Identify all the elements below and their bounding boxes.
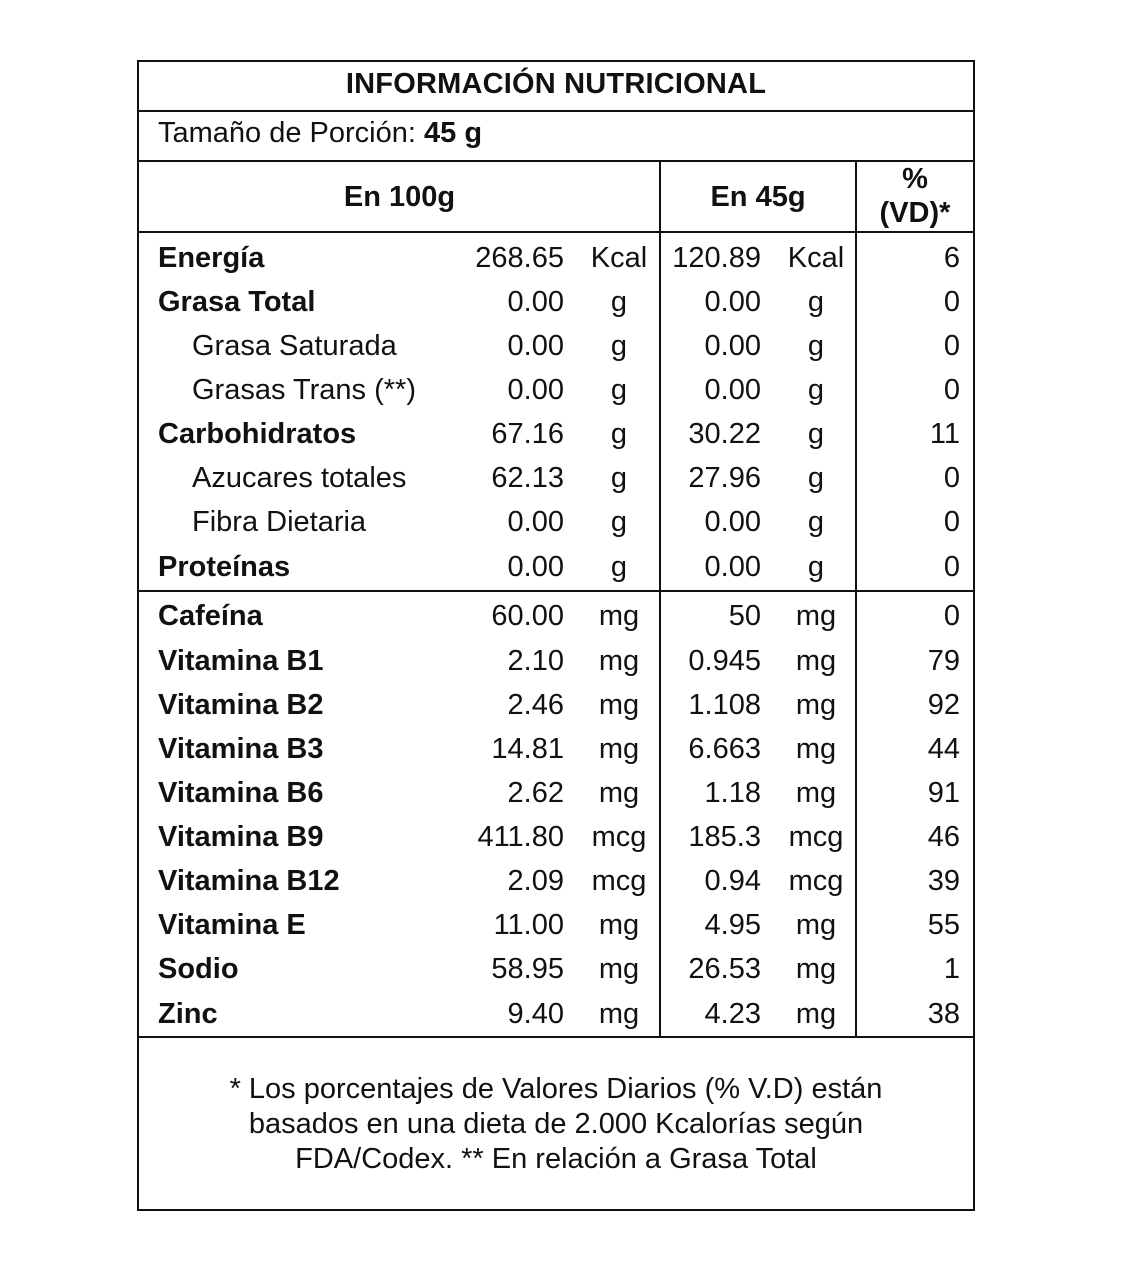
nutrient-name: Carbohidratos [158, 418, 357, 450]
nutrient-name: Vitamina B3 [158, 733, 324, 765]
value-per-100g: 9.40 [507, 998, 564, 1030]
unit-per-100g: g [610, 462, 628, 494]
unit-per-100g: mg [598, 733, 640, 765]
value-per-45g: 0.945 [688, 645, 761, 677]
unit-per-100g: mcg [591, 821, 647, 853]
nutrient-name: Energía [158, 242, 265, 274]
daily-value-percent: 39 [927, 865, 960, 897]
value-per-45g: 26.53 [688, 953, 761, 985]
serving-size [158, 117, 482, 150]
unit-per-45g: g [807, 330, 825, 362]
value-per-100g: 268.65 [475, 242, 564, 274]
daily-value-percent: 0 [943, 462, 960, 494]
nutrient-row [139, 947, 973, 991]
value-per-100g: 411.80 [477, 821, 564, 853]
unit-per-100g: mg [598, 777, 640, 809]
column-header-per-45g: En 45g [710, 181, 806, 213]
nutrient-row [139, 324, 973, 368]
daily-value-percent: 91 [927, 777, 960, 809]
nutrient-name: Vitamina B6 [158, 777, 324, 809]
value-per-45g: 4.23 [704, 998, 761, 1030]
unit-per-45g: g [807, 506, 825, 538]
value-per-100g: 0.00 [507, 286, 564, 318]
daily-value-percent: 0 [943, 551, 960, 583]
unit-per-100g: g [610, 330, 628, 362]
unit-per-45g: mg [795, 953, 837, 985]
daily-value-percent: 92 [927, 689, 960, 721]
vd-header-line2: (VD)* [879, 197, 951, 229]
value-per-45g: 120.89 [672, 242, 761, 274]
nutrient-row [139, 412, 973, 456]
column-header-daily-value [855, 162, 975, 230]
daily-value-percent: 0 [943, 506, 960, 538]
value-per-100g: 2.62 [507, 777, 564, 809]
footnote [179, 1072, 933, 1177]
value-per-45g: 0.00 [704, 286, 761, 318]
nutrient-name: Zinc [158, 998, 218, 1030]
nutrient-name: Proteínas [158, 551, 291, 583]
unit-per-100g: Kcal [590, 242, 648, 274]
unit-per-100g: mg [598, 953, 640, 985]
value-per-100g: 14.81 [491, 733, 564, 765]
nutrient-name: Vitamina E [158, 909, 306, 941]
nutrient-row [139, 771, 973, 815]
unit-per-45g: mg [795, 689, 837, 721]
unit-per-45g: g [807, 462, 825, 494]
unit-per-100g: g [610, 551, 628, 583]
value-per-100g: 2.09 [507, 865, 564, 897]
unit-per-45g: mcg [788, 821, 844, 853]
footnote-line: * Los porcentajes de Valores Diarios (% V.D) están [229, 1073, 883, 1105]
daily-value-percent: 79 [927, 645, 960, 677]
nutrition-facts-label [137, 60, 975, 1211]
nutrient-row [139, 859, 973, 903]
daily-value-percent: 0 [943, 330, 960, 362]
nutrient-row [139, 683, 973, 727]
value-per-45g: 4.95 [704, 909, 761, 941]
unit-per-45g: mg [795, 998, 837, 1030]
nutrient-name: Vitamina B9 [158, 821, 324, 853]
value-per-45g: 0.94 [704, 865, 761, 897]
unit-per-45g: g [807, 551, 825, 583]
nutrient-row [139, 280, 973, 324]
nutrient-name: Grasa Saturada [192, 330, 397, 362]
value-per-100g: 60.00 [491, 600, 564, 632]
value-per-45g: 0.00 [704, 506, 761, 538]
footnote-line: basados en una dieta de 2.000 Kcalorías según [248, 1108, 864, 1140]
nutrient-row [139, 594, 973, 638]
unit-per-100g: mg [598, 689, 640, 721]
nutrient-row [139, 456, 973, 500]
value-per-45g: 0.00 [704, 374, 761, 406]
footnote-line: FDA/Codex. ** En relación a Grasa Total [295, 1143, 817, 1175]
nutrient-name: Fibra Dietaria [192, 506, 367, 538]
value-per-45g: 1.108 [688, 689, 761, 721]
unit-per-45g: mg [795, 600, 837, 632]
unit-per-100g: mg [598, 909, 640, 941]
value-per-100g: 0.00 [507, 330, 564, 362]
divider [139, 1036, 973, 1038]
value-per-45g: 185.3 [688, 821, 761, 853]
nutrient-row [139, 727, 973, 771]
unit-per-45g: mg [795, 909, 837, 941]
value-per-45g: 0.00 [704, 330, 761, 362]
daily-value-percent: 0 [943, 374, 960, 406]
value-per-45g: 1.18 [704, 777, 761, 809]
daily-value-percent: 1 [943, 953, 960, 985]
daily-value-percent: 38 [927, 998, 960, 1030]
label-title: INFORMACIÓN NUTRICIONAL [345, 68, 767, 100]
nutrient-row [139, 500, 973, 544]
value-per-100g: 0.00 [507, 374, 564, 406]
nutrient-name: Cafeína [158, 600, 263, 632]
unit-per-100g: g [610, 506, 628, 538]
unit-per-45g: mg [795, 645, 837, 677]
daily-value-percent: 11 [929, 418, 960, 450]
serving-size-label: Tamaño de Porción: [158, 117, 416, 149]
value-per-100g: 67.16 [491, 418, 564, 450]
divider [139, 231, 973, 233]
value-per-100g: 0.00 [507, 551, 564, 583]
nutrient-name: Sodio [158, 953, 239, 985]
unit-per-45g: Kcal [787, 242, 845, 274]
nutrient-row [139, 236, 973, 280]
value-per-45g: 0.00 [704, 551, 761, 583]
nutrient-row [139, 639, 973, 683]
unit-per-45g: mg [795, 777, 837, 809]
unit-per-45g: mg [795, 733, 837, 765]
daily-value-percent: 44 [927, 733, 960, 765]
unit-per-45g: g [807, 418, 825, 450]
nutrient-name: Grasa Total [158, 286, 316, 318]
unit-per-100g: mg [598, 998, 640, 1030]
unit-per-100g: g [610, 286, 628, 318]
daily-value-percent: 0 [943, 286, 960, 318]
divider [139, 110, 973, 112]
daily-value-percent: 46 [927, 821, 960, 853]
unit-per-100g: mg [598, 645, 640, 677]
unit-per-100g: mg [598, 600, 640, 632]
nutrient-name: Grasas Trans (**) [192, 374, 416, 406]
value-per-45g: 50 [728, 600, 761, 632]
value-per-100g: 62.13 [491, 462, 564, 494]
divider [139, 160, 973, 162]
nutrient-row [139, 815, 973, 859]
unit-per-100g: g [610, 418, 628, 450]
value-per-100g: 58.95 [491, 953, 564, 985]
value-per-100g: 2.46 [507, 689, 564, 721]
value-per-45g: 30.22 [688, 418, 761, 450]
nutrient-row [139, 545, 973, 589]
nutrient-row [139, 992, 973, 1036]
value-per-45g: 6.663 [688, 733, 761, 765]
nutrient-row [139, 903, 973, 947]
nutrient-name: Vitamina B12 [158, 865, 340, 897]
daily-value-percent: 0 [943, 600, 960, 632]
value-per-45g: 27.96 [688, 462, 761, 494]
unit-per-45g: mcg [788, 865, 844, 897]
value-per-100g: 11.00 [493, 909, 564, 941]
nutrient-row [139, 368, 973, 412]
vd-header-line1: % [902, 163, 928, 195]
daily-value-percent: 55 [927, 909, 960, 941]
unit-per-45g: g [807, 286, 825, 318]
column-header-per-100g: En 100g [343, 181, 456, 213]
unit-per-100g: mcg [591, 865, 647, 897]
value-per-100g: 2.10 [507, 645, 564, 677]
nutrient-name: Azucares totales [192, 462, 407, 494]
nutrient-name: Vitamina B2 [158, 689, 324, 721]
unit-per-100g: g [610, 374, 628, 406]
daily-value-percent: 6 [943, 242, 960, 274]
unit-per-45g: g [807, 374, 825, 406]
serving-size-value: 45 g [424, 117, 483, 149]
divider [139, 590, 973, 592]
value-per-100g: 0.00 [507, 506, 564, 538]
nutrient-name: Vitamina B1 [158, 645, 324, 677]
